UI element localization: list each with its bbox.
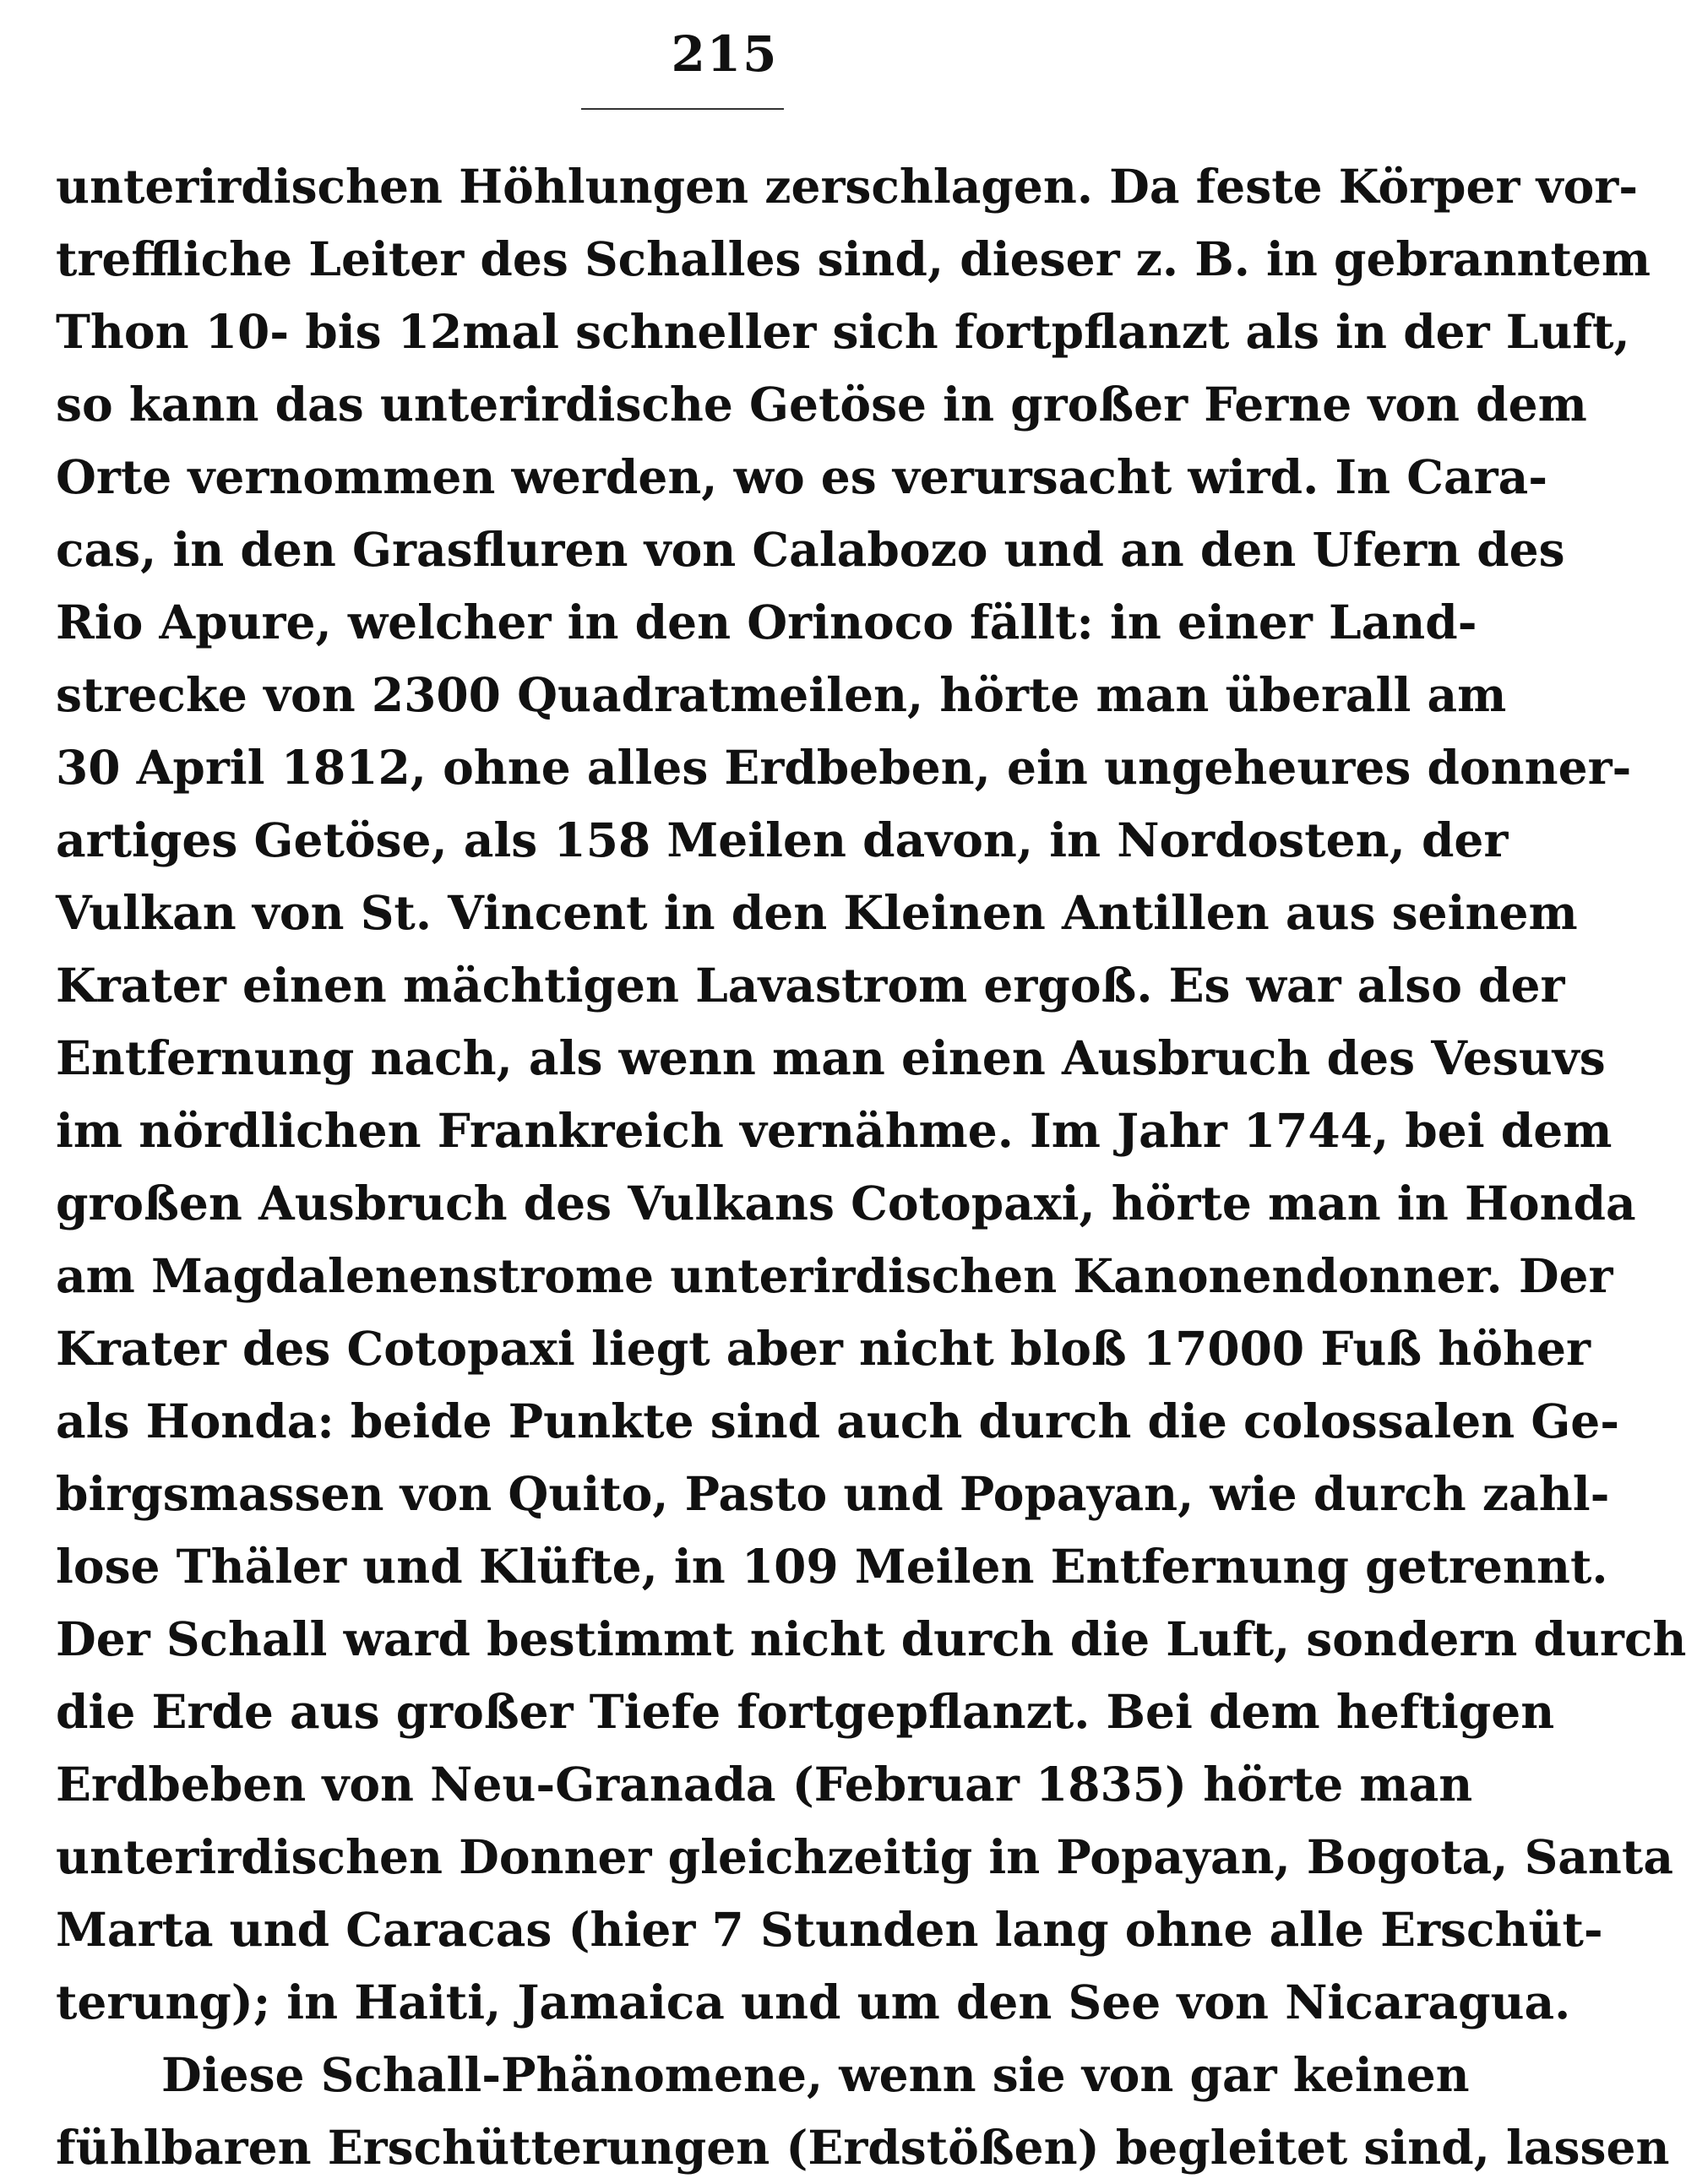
text-line: Marta und Caracas (hier 7 Stunden lang ohne alle Erschüt- [56, 1902, 1603, 1957]
text-line: Diese Schall-Phänomene, wenn sie von gar keinen [161, 2047, 1470, 2102]
header-rule [581, 108, 784, 110]
text-line: terung); in Haiti, Jamaica und um den See von Nicaragua. [56, 1975, 1571, 2029]
text-line: als Honda: beide Punkte sind auch durch die colossalen Ge- [56, 1394, 1620, 1448]
text-line: am Magdalenenstrome unterirdischen Kanonendonner. Der [56, 1248, 1613, 1303]
text-line: großen Ausbruch des Vulkans Cotopaxi, hörte man in Honda [56, 1176, 1636, 1231]
text-line: artiges Getöse, als 158 Meilen davon, in Nordosten, der [56, 812, 1509, 867]
text-line: birgsmassen von Quito, Pasto und Popayan, wie durch zahl- [56, 1466, 1610, 1521]
text-line: lose Thäler und Klüfte, in 109 Meilen Entfernung getrennt. [56, 1539, 1608, 1594]
text-line: die Erde aus großer Tiefe fortgepflanzt. Bei dem heftigen [56, 1684, 1555, 1739]
text-line: Der Schall ward bestimmt nicht durch die Luft, sondern durch [56, 1611, 1686, 1666]
text-line: Krater des Cotopaxi liegt aber nicht bloß 17000 Fuß höher [56, 1321, 1591, 1376]
text-line: Rio Apure, welcher in den Orinoco fällt: in einer Land- [56, 595, 1477, 649]
text-line: cas, in den Grasfluren von Calabozo und an den Ufern des [56, 522, 1565, 577]
body-text [56, 150, 1686, 2184]
text-line: fühlbaren Erschütterungen (Erdstößen) begleitet sind, lassen [56, 2120, 1670, 2175]
text-line: Erdbeben von Neu-Granada (Februar 1835) hörte man [56, 1757, 1473, 1812]
text-line: so kann das unterirdische Getöse in großer Ferne von dem [56, 377, 1587, 432]
text-line: unterirdischen Höhlungen zerschlagen. Da feste Körper vor- [56, 159, 1639, 214]
text-line: 30 April 1812, ohne alles Erdbeben, ein ungeheures donner- [56, 740, 1632, 795]
page-number: 215 [671, 25, 779, 83]
text-line: Vulkan von St. Vincent in den Kleinen Antillen aus seinem [56, 885, 1578, 940]
text-line: Thon 10- bis 12mal schneller sich fortpflanzt als in der Luft, [56, 304, 1630, 359]
text-line: Krater einen mächtigen Lavastrom ergoß. Es war also der [56, 958, 1565, 1013]
text-line: im nördlichen Frankreich vernähme. Im Jahr 1744, bei dem [56, 1103, 1613, 1158]
text-line: Orte vernommen werden, wo es verursacht wird. In Cara- [56, 449, 1548, 504]
text-line: Entfernung nach, als wenn man einen Ausbruch des Vesuvs [56, 1030, 1606, 1085]
text-line: unterirdischen Donner gleichzeitig in Popayan, Bogota, Santa [56, 1829, 1673, 1884]
text-line: treffliche Leiter des Schalles sind, dieser z. B. in gebranntem [56, 231, 1651, 286]
text-line: strecke von 2300 Quadratmeilen, hörte man überall am [56, 667, 1507, 722]
